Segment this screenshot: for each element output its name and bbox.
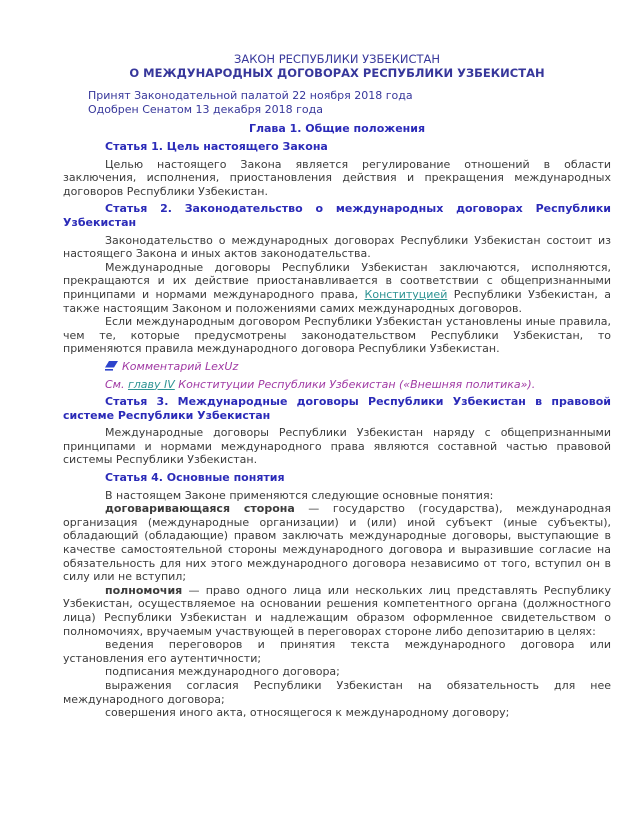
article-1-paragraph-1: Целью настоящего Закона является регулирование отношений в области заключения, исполнения, приостановления действия и прекращения международных договоров Республики Узбекистан.: [63, 157, 611, 198]
article-2-heading: Статья 2. Законодательство о международных договорах Республики Узбекистан: [63, 202, 611, 229]
term-powers: полномочия: [105, 583, 183, 597]
adoption-meta: [88, 89, 611, 117]
article-2-paragraph-2: [63, 261, 611, 315]
article-2-paragraph-3: Если международным договором Республики Узбекистан установлены иные правила, чем те, которые предусмотрены законодательством Республики Узбекистан, то применяются правила международного договора Республики Узбекистан.: [63, 315, 611, 356]
lexuz-comment-label: Комментарий LexUz: [122, 359, 239, 373]
article-4-paragraph-1: В настоящем Законе применяются следующие основные понятия:: [105, 488, 494, 502]
paragraph-text: Республики Узбекистан, а также настоящим Законом и положениями самих международных договоров.: [63, 287, 611, 315]
chapter-1-heading: Глава 1. Общие положения: [248, 122, 426, 135]
law-title: ЗАКОН РЕСПУБЛИКИ УЗБЕКИСТАН: [233, 52, 441, 66]
lexuz-comment-line: [105, 360, 611, 374]
see-reference-line: [105, 378, 611, 392]
powers-purpose-item-2: подписания международного договора;: [105, 665, 340, 679]
adopted-line: Принят Законодательной палатой 22 ноября 2018 года: [88, 89, 413, 102]
see-text: Конституции Республики Узбекистан («Внешняя политика»).: [174, 377, 536, 391]
law-subtitle: О МЕЖДУНАРОДНЫХ ДОГОВОРАХ РЕСПУБЛИКИ УЗБЕКИСТАН: [129, 66, 545, 80]
lexuz-flag-icon: [105, 360, 118, 374]
article-1-heading: Статья 1. Цель настоящего Закона: [105, 140, 328, 153]
powers-purpose-item-4: совершения иного акта, относящегося к международному договору;: [105, 706, 510, 720]
article-3-heading: Статья 3. Международные договоры Республики Узбекистан в правовой системе Республики Узбекистан: [63, 395, 611, 422]
article-2-paragraph-1: Законодательство о международных договорах Республики Узбекистан состоит из настоящего Закона и иных актов законодательства.: [63, 233, 611, 261]
chapter-iv-link[interactable]: главу IV: [127, 377, 175, 391]
approved-line: Одобрен Сенатом 13 декабря 2018 года: [88, 103, 324, 116]
see-text: См.: [105, 377, 128, 391]
article-4-term-powers: [63, 584, 611, 638]
powers-purpose-item-3: выражения согласия Республики Узбекистан на обязательность для нее международного договора;: [63, 678, 611, 706]
powers-purpose-item-1: ведения переговоров и принятия текста международного договора или установления его аутентичности;: [63, 638, 611, 665]
article-4-term-contracting-party: [63, 502, 611, 584]
constitution-link[interactable]: Конституцией: [364, 287, 448, 301]
article-4-heading: Статья 4. Основные понятия: [105, 471, 285, 485]
article-3-paragraph-1: Международные договоры Республики Узбекистан наряду с общепризнанными принципами и нормами международного права являются составной частью правовой системы Республики Узбекистан.: [63, 426, 611, 467]
term-definition: — право одного лица или нескольких лиц представлять Республику Узбекистан, осуществляемое на основании решения компетентного органа (должностного лица) Республики Узбекистан и надлежащим образом оформленное свидетельством о полномочиях, вручаемым участвующей в переговорах стороне либо депозитарию в целях:: [63, 583, 611, 638]
paragraph-text: Международные договоры Республики Узбекистан заключаются, исполняются, прекращаются и их действие приостанавливается в соответствии с общепризнанными принципами и нормами международного права,: [63, 260, 611, 301]
term-contracting-party: договаривающаяся сторона: [105, 502, 295, 516]
term-definition: — государство (государства), международная организация (международные организации) и (или) иной субъект (иные субъекты), обладающий (обладающие) правом заключать международные договоры, выступающие в качестве самостоятельной стороны международного договора и выразившие согласие на обязательность для них этого международного договора независимо от того, вступил он в силу или не вступил;: [63, 502, 611, 584]
